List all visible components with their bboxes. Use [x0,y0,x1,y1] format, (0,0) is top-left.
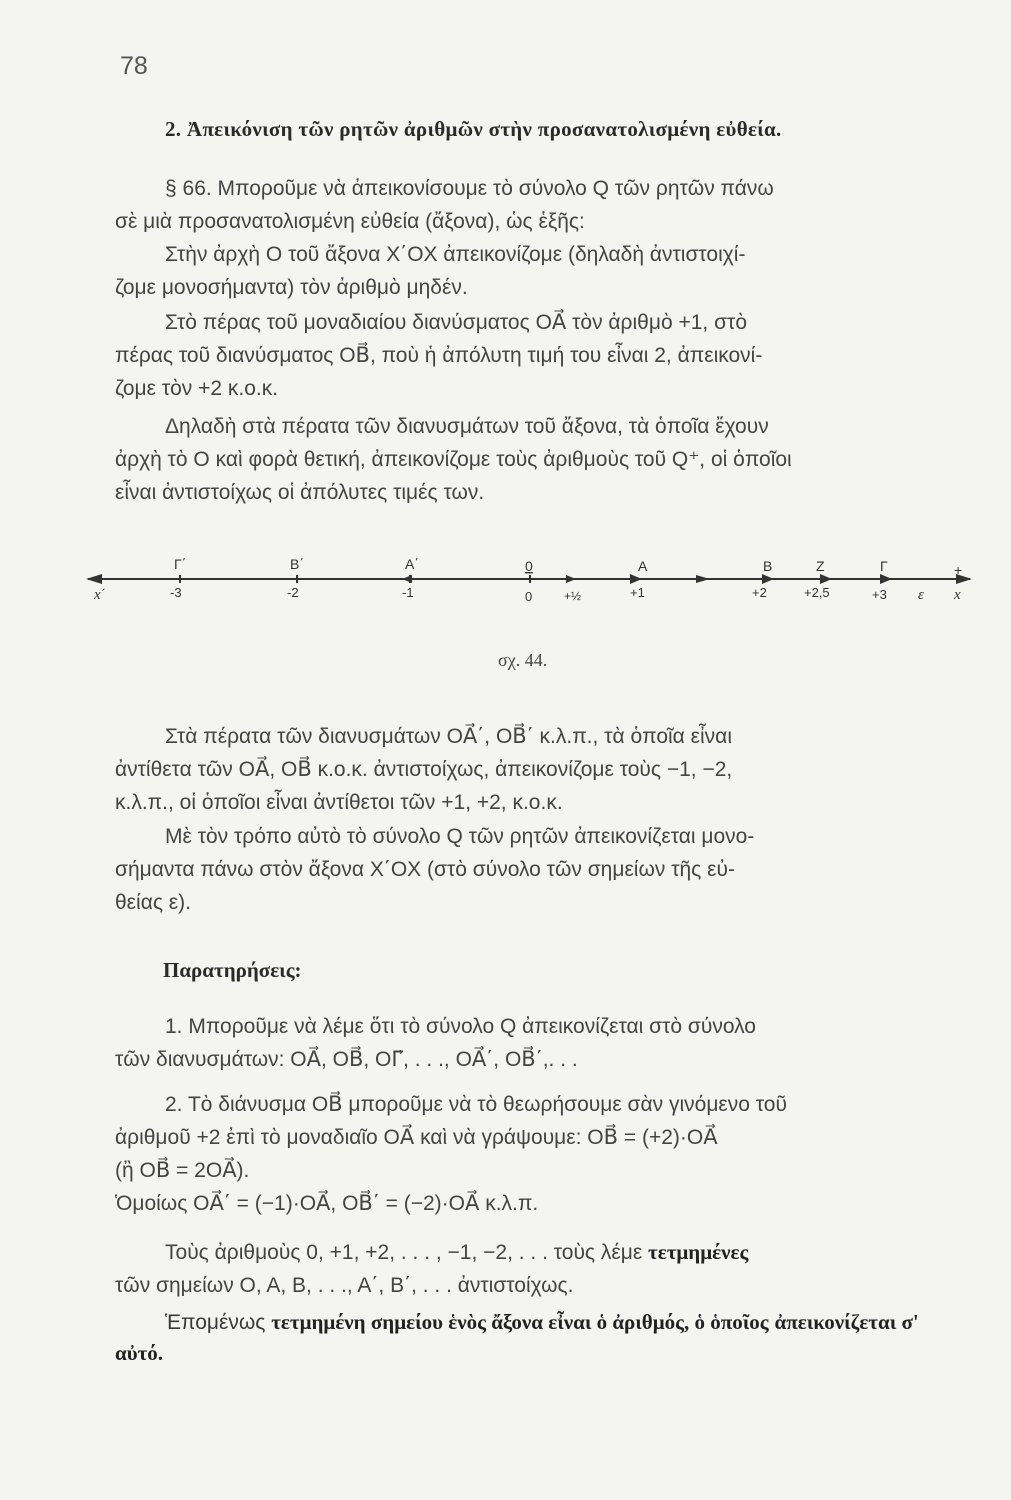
text-line: σὲ μιὰ προσανατολισμένη εὐθεία (ἄξονα), ὡς ἑξῆς: [115,210,585,233]
point-value: -3 [170,585,182,600]
paragraph-positive [115,410,950,509]
axis-left-arrow [86,574,102,584]
text-line: εἶναι ἀντιστοίχως οἱ ἀπόλυτες τιμές των. [115,481,485,504]
point-letter: Γ [880,558,888,574]
remark-2 [115,1088,950,1220]
page-number: 78 [120,52,148,80]
text-segment: Τοὺς ἀριθμοὺς 0, +1, +2, . . . , −1, −2, . . . τοὺς λέμε [165,1241,649,1264]
paragraph-conclusion [115,820,950,919]
text-line: Δηλαδὴ στὰ πέρατα τῶν διανυσμάτων τοῦ ἄξονα, τὰ ὁποῖα ἔχουν [165,415,769,438]
term-tetmimenes: τετμημένες [648,1240,749,1264]
figure-caption: σχ. 44. [498,650,548,670]
axis-direction-arrow [696,575,710,583]
point-value: +3 [872,587,887,602]
point-letter: Α΄ [405,556,419,572]
text-line: πέρας τοῦ διανύσματος OB⃗, ποὺ ἡ ἀπόλυτη τιμή του εἶναι 2, ἀπεικονί- [115,344,763,367]
line-label-epsilon: ε [918,587,924,603]
text-line [115,1236,950,1269]
point-value: -1 [402,585,414,600]
text-line: κ.λ.π., οἱ ὁποῖοι εἶναι ἀντίθετοι τῶν +1, +2, κ.ο.κ. [115,791,563,814]
number-line-figure [80,555,980,615]
text-line: § 66. Μποροῦμε νὰ ἀπεικονίσουμε τὸ σύνολο Q τῶν ρητῶν πάνω [165,177,774,200]
text-line: 1. Μποροῦμε νὰ λέμε ὅτι τὸ σύνολο Q ἀπεικονίζεται στὸ σύνολο [165,1015,756,1038]
point-value: +2,5 [804,585,830,600]
point-value: +2 [752,585,767,600]
text-line: θείας ε). [115,891,191,914]
axis-right-label: x [954,587,961,603]
paragraph-origin [115,238,950,304]
text-line: Στὴν ἀρχὴ O τοῦ ἄξονα X΄OX ἀπεικονίζομε (δηλαδὴ ἀντιστοιχί- [165,243,746,266]
text-line: (ἢ OB⃗ = 2OA⃗). [115,1159,250,1182]
paragraph-unit-vector [115,306,950,405]
text-line: ζομε μονοσήμαντα) τὸν ἀριθμὸ μηδέν. [115,276,468,299]
remark-3 [115,1236,950,1302]
text-line: 2. Τὸ διάνυσμα OB⃗ μποροῦμε νὰ τὸ θεωρήσουμε σὰν γινόμενο τοῦ [165,1093,787,1116]
text-line: σήμαντα πάνω στὸν ἄξονα X΄OX (στὸ σύνολο τῶν σημείων τῆς εὐ- [115,858,735,881]
text-line: ζομε τὸν +2 κ.ο.κ. [115,377,279,400]
section-title: 2. Ἀπεικόνιση τῶν ρητῶν ἀριθμῶν στὴν προσανατολισμένη εὐθεία. [165,117,782,141]
point-value: +½ [564,589,582,603]
text-line: Στὰ πέρατα τῶν διανυσμάτων OA⃗΄, OB⃗΄ κ.λ.π., τὰ ὁποῖα εἶναι [165,725,732,748]
text-line: Ὁμοίως OA⃗΄ = (−1)·OA⃗, OB⃗΄ = (−2)·OA⃗ κ.λ.π. [115,1192,539,1215]
text-line: ἀρχὴ τὸ O καὶ φορὰ θετική, ἀπεικονίζομε τοὺς ἀριθμοὺς τοῦ Q⁺, οἱ ὁποῖοι [115,448,792,471]
axis-plus-sign: + [954,562,963,578]
paragraph-negative [115,720,950,819]
text-line: ἀπεικονίζεται σ' αὐτό. [115,1310,919,1365]
point-value: -2 [287,585,299,600]
text-line: Στὸ πέρας τοῦ μοναδιαίου διανύσματος OA⃗ τὸν ἀριθμὸ +1, στὸ [165,311,748,334]
point-letter: 0 [525,558,533,574]
final-definition [115,1307,950,1369]
definition-bold: τετμημένη σημείου ἑνὸς ἄξονα εἶναι ὁ ἀριθμός, ὁ ὁποῖος [271,1310,769,1334]
point-value: 0 [525,589,533,604]
paragraph-66 [115,172,950,238]
point-letter: Ζ [816,558,825,574]
text-line: ἀντίθετα τῶν OA⃗, OB⃗ κ.ο.κ. ἀντιστοίχως, ἀπεικονίζομε τοὺς −1, −2, [115,758,733,781]
remarks-title: Παρατηρήσεις: [163,958,302,982]
point-letter: Γ΄ [174,556,187,572]
axis-left-label: x΄ [94,587,106,603]
text-line: ἀριθμοῦ +2 ἐπὶ τὸ μοναδιαῖο OA⃗ καὶ νὰ γράψουμε: OB⃗ = (+2)·OA⃗ [115,1126,718,1149]
text-segment: Ἑπομένως [165,1311,272,1334]
point-letter: Β [763,558,773,574]
text-line: τῶν σημείων O, A, B, . . ., A΄, B΄, . . . ἀντιστοίχως. [115,1274,574,1297]
point-letter: Β΄ [290,556,304,572]
remark-1 [115,1010,950,1076]
point-letter: Α [638,558,648,574]
point-zero [525,558,533,604]
point-value: +1 [630,585,645,600]
text-line [115,1311,769,1334]
text-line: τῶν διανυσμάτων: OA⃗, OB⃗, OΓ⃗, . . ., OA⃗΄, OB⃗΄,. . . [115,1048,578,1071]
text-line: Μὲ τὸν τρόπο αὐτὸ τὸ σύνολο Q τῶν ρητῶν ἀπεικονίζεται μονο- [165,825,755,848]
